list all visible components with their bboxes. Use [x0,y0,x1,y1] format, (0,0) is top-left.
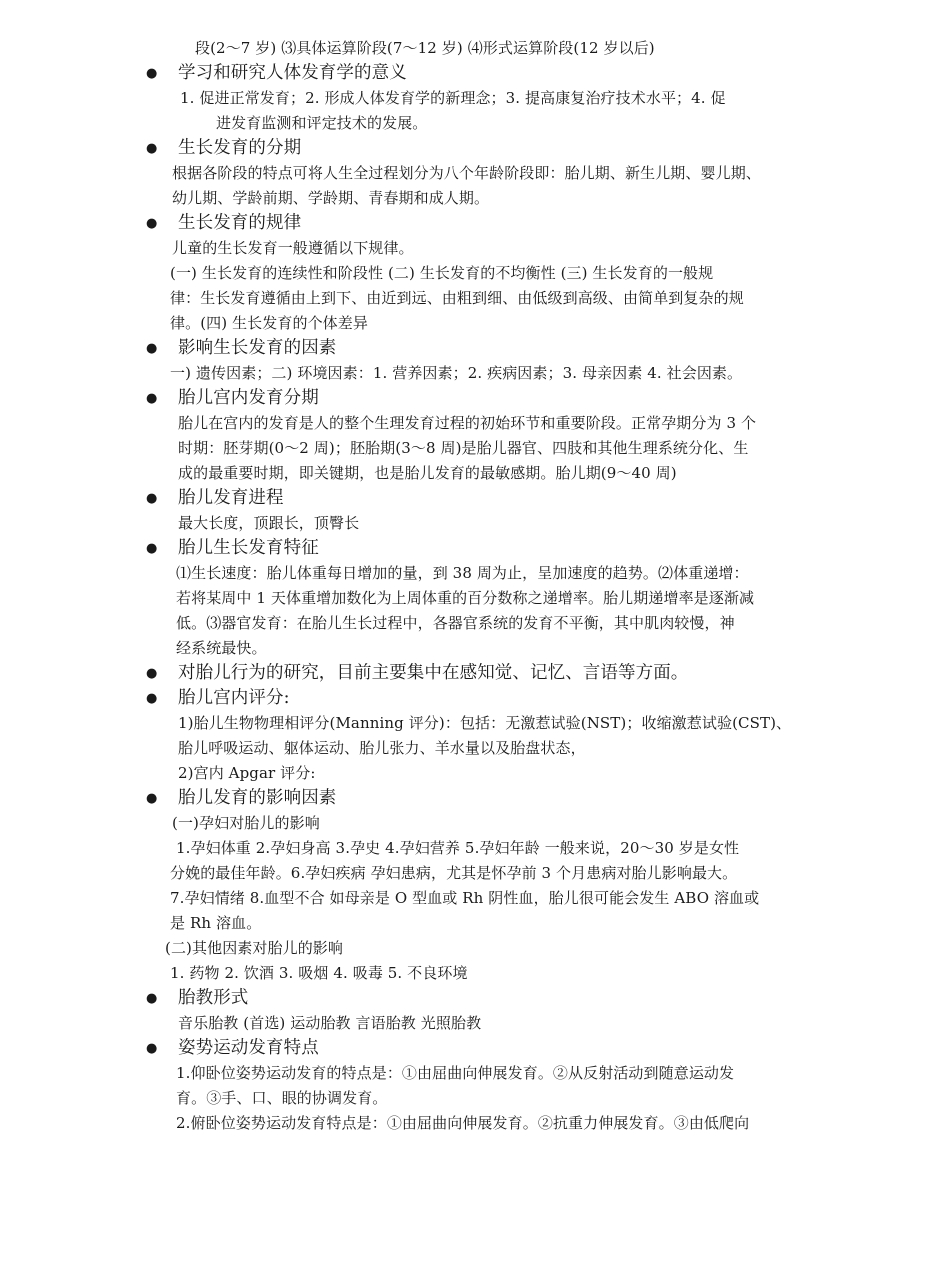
line-text: (二)其他因素对胎儿的影响 [165,939,344,957]
section-heading [0,1036,950,1061]
line-text: 经系统最快。 [176,639,267,657]
line-text: 2)宫内 Apgar 评分: [178,764,316,782]
line-text: 1. 促进正常发育；2. 形成人体发育学的新理念；3. 提高康复治疗技术水平；4. 促 [180,89,726,107]
line-text: 7.孕妇情绪 8.血型不合 如母亲是 O 型血或 Rh 阴性血，胎儿很可能会发生 ABO 溶血或 [170,889,760,907]
text-line [0,711,950,736]
line-text: 音乐胎教 (首选) 运动胎教 言语胎教 光照胎教 [178,1014,482,1032]
text-line [0,1011,950,1036]
text-line [0,586,950,611]
section-heading [0,386,950,411]
bullet-icon: ● [146,541,158,556]
line-text: 1.孕妇体重 2.孕妇身高 3.孕史 4.孕妇营养 5.孕妇年龄 一般来说，20～30 岁是女性 [176,839,740,857]
line-text: 成的最重要时期，即关键期，也是胎儿发育的最敏感期。胎儿期(9～40 周) [178,464,677,482]
heading-text: 胎儿宫内评分: [178,688,290,708]
bullet-icon: ● [146,491,158,506]
line-text: 育。③手、口、眼的协调发育。 [176,1089,388,1107]
text-line [0,1111,950,1136]
line-text: 分娩的最佳年龄。6.孕妇疾病 孕妇患病，尤其是怀孕前 3 个月患病对胎儿影响最大。 [170,864,738,882]
heading-text: 姿势运动发育特点 [178,1038,319,1058]
line-text: 进发育监测和评定技术的发展。 [216,114,428,132]
bullet-icon: ● [146,141,158,156]
section-heading [0,661,950,686]
line-text: 胎儿呼吸运动、躯体运动、胎儿张力、羊水量以及胎盘状态， [178,739,586,757]
line-text: 是 Rh 溶血。 [170,914,262,932]
bullet-icon: ● [146,341,158,356]
text-line [0,961,950,986]
line-text: 2.俯卧位姿势运动发育特点是：①由屈曲向伸展发育。②抗重力伸展发育。③由低爬向 [176,1114,750,1132]
bullet-icon: ● [146,1041,158,1056]
section-heading [0,136,950,161]
text-line [0,311,950,336]
line-text: ⑴生长速度：胎儿体重每日增加的量，到 38 周为止，呈加速度的趋势。⑵体重递增： [176,564,749,582]
text-line [0,36,950,61]
bullet-icon: ● [146,991,158,1006]
text-line [0,411,950,436]
text-line [0,361,950,386]
line-text: 胎儿在宫内的发育是人的整个生理发育过程的初始环节和重要阶段。正常孕期分为 3 个 [178,414,757,432]
section-heading [0,986,950,1011]
heading-text: 影响生长发育的因素 [178,338,337,358]
bullet-icon: ● [146,666,158,681]
bullet-icon: ● [146,216,158,231]
text-line [0,636,950,661]
text-line [0,736,950,761]
text-line [0,161,950,186]
line-text: 根据各阶段的特点可将人生全过程划分为八个年龄阶段即：胎儿期、新生儿期、婴儿期、 [172,164,761,182]
line-text: 儿童的生长发育一般遵循以下规律。 [172,239,414,257]
text-line [0,911,950,936]
heading-text: 胎儿发育进程 [178,488,284,508]
text-line [0,1086,950,1111]
heading-text: 生长发育的分期 [178,138,302,158]
line-text: 律。(四) 生长发育的个体差异 [170,314,368,332]
text-line [0,611,950,636]
text-line [0,111,950,136]
heading-text: 生长发育的规律 [178,213,302,233]
line-text: 最大长度，顶跟长，顶臀长 [178,514,360,532]
line-text: 若将某周中 1 天体重增加数化为上周体重的百分数称之递增率。胎儿期递增率是逐渐减 [176,589,755,607]
text-line [0,761,950,786]
line-text: 1. 药物 2. 饮酒 3. 吸烟 4. 吸毒 5. 不良环境 [170,964,468,982]
line-text: (一)孕妇对胎儿的影响 [172,814,320,832]
text-line [0,836,950,861]
bullet-icon: ● [146,791,158,806]
text-line [0,286,950,311]
text-line [0,186,950,211]
text-line [0,886,950,911]
section-heading [0,486,950,511]
section-heading [0,336,950,361]
heading-text: 胎教形式 [178,988,249,1008]
text-line [0,236,950,261]
text-line [0,511,950,536]
heading-text: 胎儿宫内发育分期 [178,388,319,408]
line-text: 段(2～7 岁) ⑶具体运算阶段(7～12 岁) ⑷形式运算阶段(12 岁以后) [195,39,655,57]
line-text: 1)胎儿生物物理相评分(Manning 评分)：包括：无激惹试验(NST)；收缩激惹试验(CST)、 [178,714,792,732]
heading-text: 胎儿生长发育特征 [178,538,319,558]
bullet-icon: ● [146,691,158,706]
line-text: 一) 遗传因素；二) 环境因素：1. 营养因素；2. 疾病因素；3. 母亲因素 4. 社会因素。 [170,364,743,382]
text-line [0,936,950,961]
section-heading [0,786,950,811]
section-heading [0,211,950,236]
heading-text: 学习和研究人体发育学的意义 [178,63,407,83]
heading-text: 胎儿发育的影响因素 [178,788,337,808]
section-heading [0,61,950,86]
text-line [0,461,950,486]
section-heading [0,536,950,561]
line-text: 低。⑶器官发育：在胎儿生长过程中，各器官系统的发育不平衡，其中肌肉较慢，神 [176,614,735,632]
line-text: 1.仰卧位姿势运动发育的特点是：①由屈曲向伸展发育。②从反射活动到随意运动发 [176,1064,735,1082]
bullet-icon: ● [146,391,158,406]
heading-text: 对胎儿行为的研究，目前主要集中在感知觉、记忆、言语等方面。 [178,663,689,683]
line-text: 幼儿期、学龄前期、学龄期、青春期和成人期。 [172,189,490,207]
line-text: 时期：胚芽期(0～2 周)；胚胎期(3～8 周)是胎儿器官、四肢和其他生理系统分化、生 [178,439,749,457]
text-line [0,1061,950,1086]
bullet-icon: ● [146,66,158,81]
text-line [0,436,950,461]
line-text: (一) 生长发育的连续性和阶段性 (二) 生长发育的不均衡性 (三) 生长发育的一般规 [170,264,714,282]
document-body [0,36,950,1136]
text-line [0,86,950,111]
text-line [0,861,950,886]
section-heading [0,686,950,711]
text-line [0,811,950,836]
line-text: 律：生长发育遵循由上到下、由近到远、由粗到细、由低级到高级、由简单到复杂的规 [170,289,744,307]
text-line [0,261,950,286]
text-line [0,561,950,586]
